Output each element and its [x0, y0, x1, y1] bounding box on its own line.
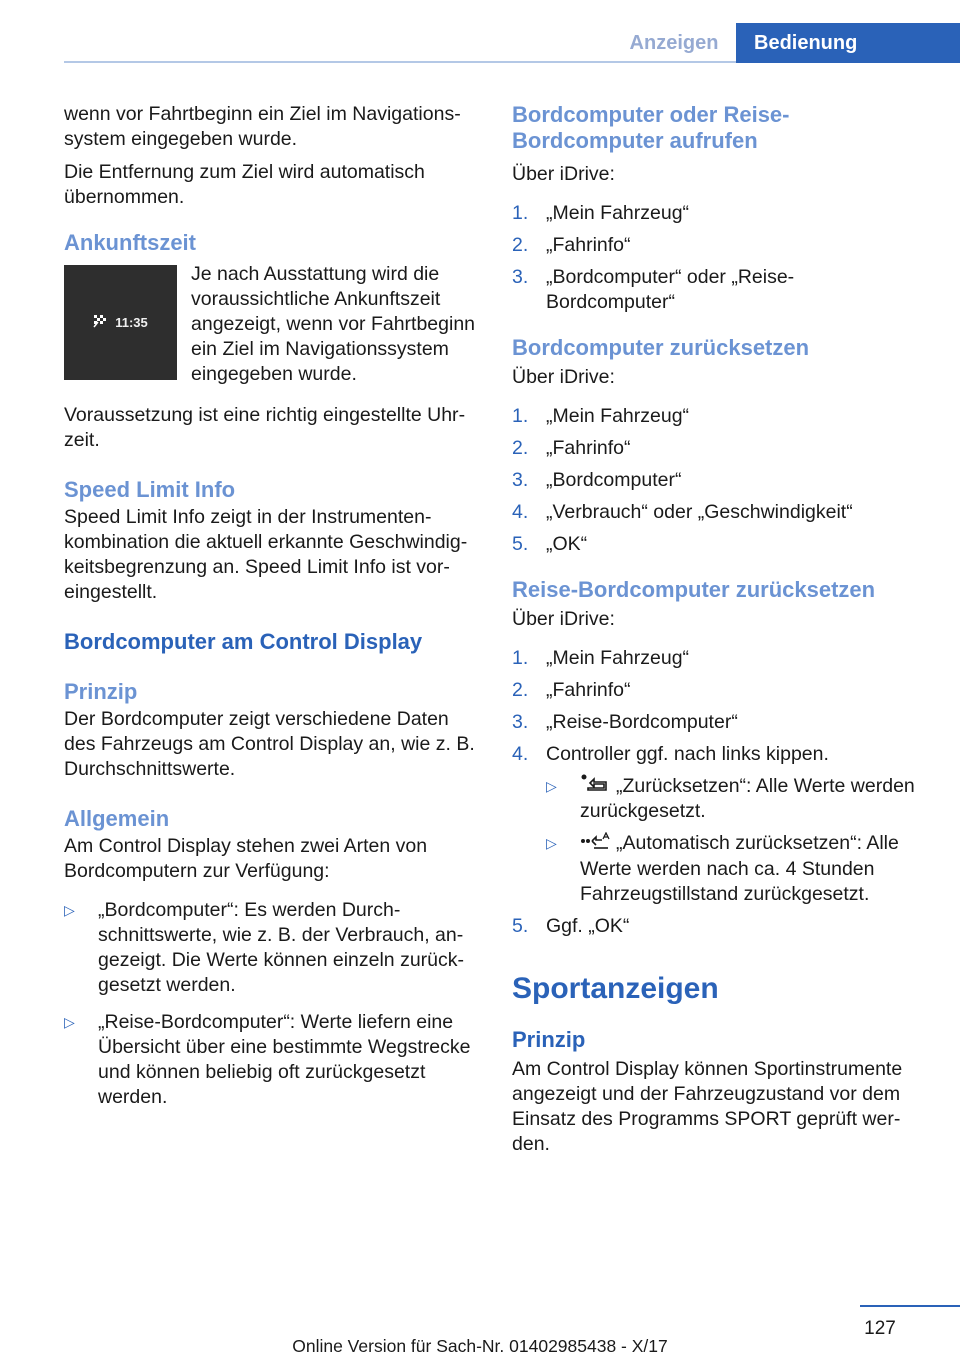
list-number: 1. [512, 405, 529, 427]
left-column [64, 102, 482, 1117]
list-number: 4. [512, 743, 529, 765]
paragraph: Am Control Display können Sportinstrumente angezeigt und der Fahrzeugzustand vor dem Einsatz des Programms SPORT geprüft werden. [512, 1057, 903, 1155]
list-item [512, 265, 922, 315]
auto-reset-icon [580, 832, 616, 857]
heading-allgemein: Allgemein [64, 806, 170, 831]
paragraph: Speed Limit Info zeigt in der Instrumentenkombination die aktuell erkannte Geschwindigkeitsbegrenzung an. Speed Limit Info ist voreingestellt. [64, 506, 468, 603]
list-item-text: „Bordcomputer“ [546, 469, 682, 491]
list-item [546, 831, 922, 906]
list-item-text: „Bordcomputer“: Es werden Durchschnittswerte, wie z. B. der Verbrauch, angezeigt. Die Werte können einzeln zurückgesetzt werden. [98, 899, 465, 996]
list-item [512, 678, 922, 703]
list-number: 5. [512, 533, 529, 555]
list-item-text: „Reise-Bordcomputer“ [546, 711, 738, 733]
list-item [512, 914, 922, 939]
online-version-note: Online Version für Sach-Nr. 01402985438 - X/17 [292, 1336, 668, 1356]
paragraph: Über iDrive: [512, 366, 615, 388]
list-item [512, 404, 922, 429]
list-number: 3. [512, 469, 529, 491]
list-item [512, 233, 922, 258]
bullet-triangle-icon: ▷ [64, 902, 75, 918]
list-item [512, 742, 922, 767]
list-item-text: Controller ggf. nach links kippen. [546, 743, 829, 765]
paragraph: Je nach Ausstattung wird die voraussichtliche Ankunftszeit angezeigt, wenn vor Fahrtbeginn ein Ziel im Navigationssystem eingegeben wurde. [191, 263, 476, 385]
page-number: 127 [864, 1318, 896, 1339]
list-item [512, 436, 922, 461]
list-item [512, 468, 922, 493]
numbered-list [512, 646, 922, 767]
list-item-text: „Verbrauch“ oder „Geschwindigkeit“ [546, 501, 853, 523]
list-item-text: „Mein Fahrzeug“ [546, 647, 690, 669]
heading-aufrufen: Bordcomputer oder Reise-Bordcomputer aufrufen [512, 102, 790, 153]
heading-sportanzeigen: Sportanzeigen [512, 971, 719, 1005]
footer-rule [860, 1305, 960, 1307]
list-item [512, 710, 922, 735]
list-item-text: „OK“ [546, 533, 588, 555]
list-item-text: „Fahrinfo“ [546, 437, 631, 459]
reset-icon [580, 774, 616, 799]
list-item-text: Ggf. „OK“ [546, 914, 630, 937]
list-number: 2. [512, 437, 529, 459]
list-item-text: „Reise-Bordcomputer“: Werte liefern eine Übersicht über eine bestimmte Wegstrecke und können beliebig oft zurückgesetzt werden. [98, 1011, 471, 1108]
list-item [512, 646, 922, 671]
paragraph: Die Entfernung zum Ziel wird automatisch übernommen. [64, 161, 425, 208]
tab-bedienung[interactable]: Bedienung [736, 23, 960, 63]
list-item [546, 774, 922, 824]
numbered-list [512, 404, 922, 557]
list-number: 3. [512, 711, 529, 733]
numbered-list [512, 914, 922, 939]
sub-bullet-list [546, 774, 922, 907]
tab-anzeigen[interactable]: Anzeigen [629, 32, 719, 54]
right-column [512, 102, 922, 1157]
list-item-text: „Mein Fahrzeug“ [546, 405, 690, 427]
list-item-text: „Fahrinfo“ [546, 679, 631, 701]
heading-ankunftszeit: Ankunftszeit [64, 230, 196, 255]
list-item-text [580, 774, 922, 824]
destination-flag-icon [93, 314, 109, 331]
list-item [64, 898, 482, 998]
paragraph: Über iDrive: [512, 608, 615, 630]
list-number: 1. [512, 647, 529, 669]
numbered-list [512, 201, 922, 315]
list-item-text: „Mein Fahrzeug“ [546, 202, 690, 224]
heading-reise-reset: Reise-Bordcomputer zurücksetzen [512, 577, 876, 602]
list-item-text [580, 831, 922, 906]
paragraph: Am Control Display stehen zwei Arten von Bordcomputern zur Verfügung: [64, 835, 428, 882]
arrival-time-display-image [64, 265, 177, 380]
arrival-time: 11:35 [115, 315, 148, 330]
list-number: 3. [512, 266, 529, 288]
bullet-triangle-icon: ▷ [546, 778, 557, 794]
list-item [512, 201, 922, 226]
list-number: 2. [512, 679, 529, 701]
list-item-text: „Fahrinfo“ [546, 234, 631, 256]
list-number: 5. [512, 914, 529, 937]
list-number: 2. [512, 234, 529, 256]
paragraph: Über iDrive: [512, 163, 615, 185]
sub-item-text: „Automatisch zurücksetzen“: Alle Werte werden nach ca. 4 Stunden Fahrzeugstillstand zurückgesetzt. [580, 832, 899, 905]
list-item [512, 532, 922, 557]
sub-item-text: „Zurücksetzen“: Alle Werte werden zurückgesetzt. [580, 775, 915, 823]
bullet-list [64, 898, 482, 1110]
heading-reset: Bordcomputer zurücksetzen [512, 335, 810, 360]
ankunftszeit-block [64, 262, 482, 387]
heading-speed-limit: Speed Limit Info [64, 477, 236, 502]
heading-prinzip: Prinzip [64, 679, 138, 704]
heading-bordcomputer: Bordcomputer am Control Display [64, 629, 423, 654]
paragraph: wenn vor Fahrtbeginn ein Ziel im Navigationssystem eingegeben wurde. [64, 103, 461, 150]
bullet-triangle-icon: ▷ [546, 835, 557, 852]
heading-prinzip-sport: Prinzip [512, 1026, 586, 1052]
list-item [512, 500, 922, 525]
list-number: 1. [512, 202, 529, 224]
paragraph: Der Bordcomputer zeigt verschiedene Daten des Fahrzeugs am Control Display an, wie z. B. Durchschnittswerte. [64, 708, 475, 780]
list-item-text: „Bordcomputer“ oder „Reise-Bordcomputer“ [546, 266, 795, 313]
list-item [64, 1010, 482, 1110]
bullet-triangle-icon: ▷ [64, 1014, 75, 1030]
paragraph: Voraussetzung ist eine richtig eingestellte Uhrzeit. [64, 404, 466, 451]
list-number: 4. [512, 501, 529, 523]
